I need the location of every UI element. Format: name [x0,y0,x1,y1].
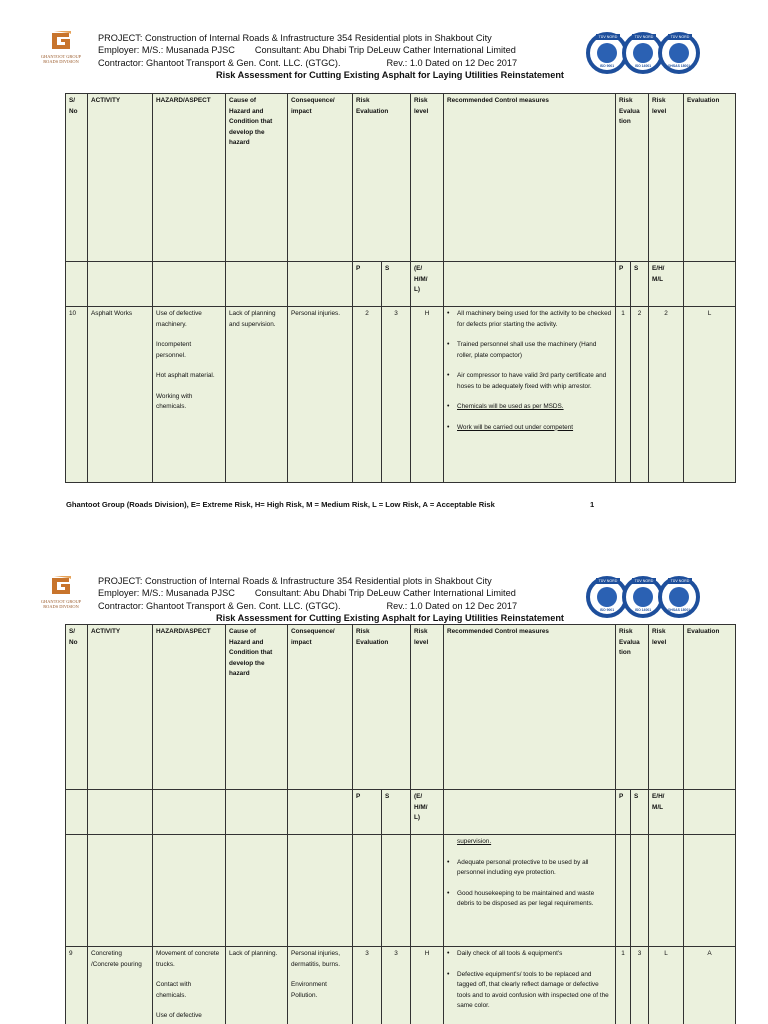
row-level2: 2 [649,307,684,483]
table-row [66,947,736,1024]
document-title: Risk Assessment for Cutting Existing Asphalt for Laying Utilities Reinstatement [216,70,564,80]
evaluation-header: Evaluation [684,625,736,790]
row-sno: 10 [66,307,88,483]
bullet-icon: • [447,423,450,431]
p2-header: P [616,262,631,307]
risk-level-header: Risk level [411,94,444,262]
table-header-row [66,94,736,262]
risk-assessment-table [65,93,736,483]
iso-14001-badge-icon: TÜV NORD ISO 14001 [622,576,664,618]
ehml-header: (E/ H/M/ L) [411,790,444,835]
ohsas-18001-badge-icon: TÜV NORD OHSAS 18001 [658,576,700,618]
ghantoot-logo-icon [49,30,73,52]
table-subheader-row [66,262,736,307]
contractor-line: Contractor: Ghantoot Transport & Gen. Cont. LLC. (GTGC). [98,600,341,611]
row-sno: 9 [66,947,88,1024]
bullet-icon: • [447,950,450,957]
project-header [98,32,517,69]
row-level2: L [649,947,684,1024]
bullet-icon: • [447,889,450,897]
residual-risk-level-header: Risk level [649,94,684,262]
row-activity: Asphalt Works [88,307,153,483]
page-2 [0,540,768,1024]
row-controls: • Daily check of all tools & equipment's • Defective equipment's/ tools to be replaced and tagged off, that clearly reflect damage or defective tools and to avoid confusion with inspected one of the same color. [444,947,616,1024]
ehml2-header: E/H/ M/L [649,790,684,835]
activity-header: ACTIVITY [88,625,153,790]
risk-evaluation-header: Risk Evaluation [353,625,411,790]
logo-brand-line2: ROADS DIVISION [43,604,79,610]
row-p: 3 [353,947,382,1024]
row-level: H [411,947,444,1024]
company-logo [36,575,86,615]
s2-header: S [631,262,649,307]
bullet-icon: • [447,310,450,317]
control-measures-header: Recommended Control measures [444,94,616,262]
revision-line: Rev.: 1.0 Dated on 12 Dec 2017 [386,600,518,611]
row-s2: 2 [631,307,649,483]
row-cause: Lack of planning. [226,947,288,1024]
activity-header: ACTIVITY [88,94,153,262]
iso-9001-badge-icon: TÜV NORD ISO 9001 [586,576,628,618]
residual-risk-evaluation-header: Risk Evalua tion [616,94,649,262]
document-title: Risk Assessment for Cutting Existing Asphalt for Laying Utilities Reinstatement [216,613,564,623]
s-header: S [382,790,411,835]
consultant-line: Consultant: Abu Dhabi Trip DeLeuw Cather International Limited [254,45,516,56]
table-row [66,307,736,483]
hazard-header: HAZARD/ASPECT [153,625,226,790]
ghantoot-logo-icon [49,575,73,597]
consequence-header: Consequence/ impact [288,625,353,790]
row-p2: 1 [616,947,631,1024]
page-number: 1 [590,500,595,509]
row-p: 2 [353,307,382,483]
row-controls-continued: supervision. • Adequate personal protective to be used by all personnel including eye protection. • Good housekeeping to be maintained and waste debris to be disposed as per legal requirements. [444,835,616,947]
residual-risk-evaluation-header: Risk Evalua tion [616,625,649,790]
sno-header: S/ No [66,94,88,262]
risk-level-header: Risk level [411,625,444,790]
row-p2: 1 [616,307,631,483]
row-hazards: Use of defective machinery. Incompetent personnel. Hot asphalt material. Working with chemicals. [153,307,226,483]
row-activity: Concreting /Concrete pouring [88,947,153,1024]
project-header [98,575,517,612]
employer-line: Employer: M/S.: Musanada PJSC [98,45,235,56]
p-header: P [353,790,382,835]
s-header: S [382,262,411,307]
logo-brand-line2: ROADS DIVISION [43,59,79,65]
certification-badges [586,570,698,626]
row-evaluation: A [684,947,736,1024]
consequence-header: Consequence/ impact [288,94,353,262]
hazard-header: HAZARD/ASPECT [153,94,226,262]
row-s: 3 [382,307,411,483]
logo-brand-line1: GHANTOOT GROUP [40,54,82,59]
iso-9001-badge-icon: TÜV NORD ISO 9001 [586,32,628,74]
p2-header: P [616,790,631,835]
ehml-header: (E/ H/M/ L) [411,262,444,307]
table-header-row [66,625,736,790]
row-hazards: Movement of concrete trucks. Contact with chemicals. Use of defective [153,947,226,1024]
ohsas-18001-badge-icon: TÜV NORD OHSAS 18001 [658,32,700,74]
control-measures-header: Recommended Control measures [444,625,616,790]
row-level: H [411,307,444,483]
row-s: 3 [382,947,411,1024]
bullet-icon: • [447,372,450,379]
sno-header: S/ No [66,625,88,790]
bullet-icon: • [447,970,450,978]
residual-risk-level-header: Risk level [649,625,684,790]
iso-14001-badge-icon: TÜV NORD ISO 14001 [622,32,664,74]
p-header: P [353,262,382,307]
certification-badges [586,26,698,82]
row-consequence: Personal injuries, dermatitis, burns. Environment Pollution. [288,947,353,1024]
evaluation-header: Evaluation [684,94,736,262]
project-line: PROJECT: Construction of Internal Roads & Infrastructure 354 Residential plots in Shakbout City [98,576,492,586]
logo-brand-line1: GHANTOOT GROUP [40,599,82,604]
project-line: PROJECT: Construction of Internal Roads & Infrastructure 354 Residential plots in Shakbout City [98,33,492,43]
cause-header: Cause of Hazard and Condition that develop the hazard [226,625,288,790]
risk-assessment-table [65,624,736,1024]
ehml2-header: E/H/ M/L [649,262,684,307]
bullet-icon: • [447,858,450,866]
employer-line: Employer: M/S.: Musanada PJSC [98,588,235,599]
table-row-continued [66,835,736,947]
contractor-line: Contractor: Ghantoot Transport & Gen. Cont. LLC. (GTGC). [98,57,341,68]
table-subheader-row [66,790,736,835]
cause-header: Cause of Hazard and Condition that develop the hazard [226,94,288,262]
risk-evaluation-header: Risk Evaluation [353,94,411,262]
revision-line: Rev.: 1.0 Dated on 12 Dec 2017 [386,57,518,68]
row-consequence: Personal injuries. [288,307,353,483]
bullet-icon: • [447,341,450,348]
s2-header: S [631,790,649,835]
row-evaluation: L [684,307,736,483]
row-cause: Lack of planning and supervision. [226,307,288,483]
risk-legend: Ghantoot Group (Roads Division), E= Extreme Risk, H= High Risk, M = Medium Risk, L = Low Risk, A = Acceptable Risk [66,500,495,509]
row-s2: 3 [631,947,649,1024]
company-logo [36,30,86,70]
row-controls: • All machinery being used for the activity to be checked for defects prior starting the activity. • Trained personnel shall use the machinery (Hand roller, plate compactor) • Air compressor to have valid 3rd party certificate and hoses to be adequately fixed with whip arrestor. • Chemicals will be used as per MSDS. • Work will be carried out under competent [444,307,616,483]
consultant-line: Consultant: Abu Dhabi Trip DeLeuw Cather International Limited [254,588,516,599]
bullet-icon: • [447,403,450,410]
